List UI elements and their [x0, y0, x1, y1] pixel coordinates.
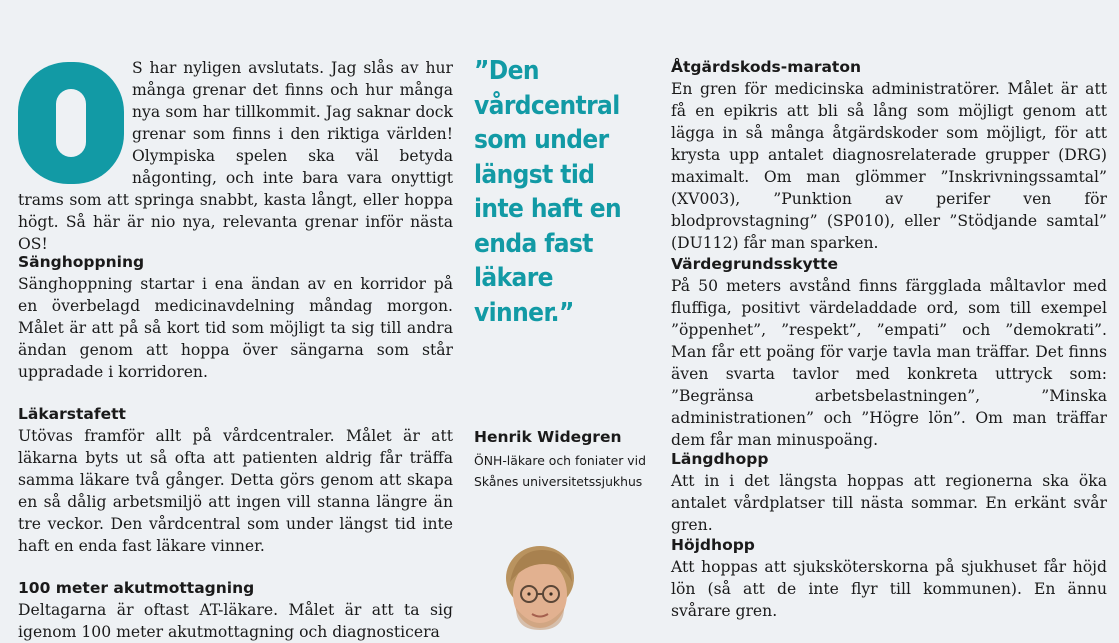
- section-text: Att in i det längsta hoppas att regionerna ska öka antalet vårdplatser till nästa sommar. En erkänt svår gren.: [671, 472, 1107, 534]
- drop-cap-counter: [56, 89, 86, 157]
- author-role: ÖNH-läkare och foniater vid Skånes universitetssjukhus: [474, 453, 646, 489]
- section-vardegrundsskytte: [671, 253, 1107, 451]
- section-hojdhopp: [671, 534, 1107, 622]
- section-text: En gren för medicinska administratörer. Målet är att få en epikris att bli så lång som möjligt genom att lägga in så många åtgärdskoder som möjligt, för att krysta upp antalet diagnosrelaterade grupper (DRG) maximalt. Om man glömmer ”Inskrivningssamtal” (XV003), ”Punktion av perifer ven för blodprovstagning” (SP010), eller ”Stödjande samtal” (DU112) får man sparken.: [671, 80, 1107, 252]
- section-lakarstafett: [18, 403, 453, 557]
- author-name: Henrik Widegren: [474, 428, 622, 446]
- section-heading: Sänghoppning: [18, 253, 145, 271]
- section-text: Utövas framför allt på vårdcentraler. Målet är att läkarna byts ut så ofta att patienten aldrig får träffa samma läkare två gånger. Detta görs genom att skapa en så dålig arbetsmiljö att ingen vill stanna längre än tre veckor. Den vårdcentral som under längst tid inte haft en enda fast läkare vinner.: [18, 427, 453, 555]
- section-100-meter-akutmottagning: [18, 577, 453, 643]
- section-heading: Värdegrundsskytte: [671, 255, 838, 273]
- section-sanghoppning: [18, 251, 453, 383]
- section-heading: Längdhopp: [671, 450, 769, 468]
- section-text: Deltagarna är oftast AT-läkare. Målet är att ta sig igenom 100 meter akutmottagning och diagnosticera: [18, 601, 453, 641]
- intro-paragraph-block: [18, 57, 453, 255]
- section-text: Att hoppas att sjuksköterskorna på sjukhuset får höjd lön (så att de inte flyr till kommunen). En ännu svårare gren.: [671, 558, 1107, 620]
- section-heading: Åtgärdskods-maraton: [671, 58, 862, 76]
- section-text: Sänghoppning startar i ena ändan av en korridor på en överbelagd medicinavdelning måndag morgon. Målet är att på så kort tid som möjligt ta sig till andra ändan genom att hoppa över sängarna som står uppradade i korridoren.: [18, 275, 453, 381]
- section-text: På 50 meters avstånd finns färgglada måltavlor med fluffiga, positivt värdeladdade ord, som till exempel ”öppenhet”, ”respekt”, ”empati” och ”demokrati”. Man får ett poäng för varje tavla man träffar. Det finns även svarta tavlor med konkreta uttryck som: ”Begränsa arbetsbelastningen”, ”Minska administrationen” och ”Högre lön”. Om man träffar dem får man minuspoäng.: [671, 277, 1107, 449]
- section-heading: Höjdhopp: [671, 536, 755, 554]
- section-atgardskods-maraton: [671, 56, 1107, 254]
- section-heading: Läkarstafett: [18, 405, 126, 423]
- pull-quote: ”Den vårdcentral som under längst tid inte haft en enda fast läkare vinner.”: [474, 56, 622, 328]
- drop-cap: [18, 62, 124, 184]
- drop-cap-letter: [18, 62, 19, 63]
- author-portrait: [494, 542, 594, 630]
- section-heading: 100 meter akutmottagning: [18, 579, 255, 597]
- section-langdhopp: [671, 448, 1107, 536]
- intro-text: S har nyligen avslutats. Jag slås av hur många grenar det finns och hur många nya som har tillkommit. Jag saknar dock grenar som finns i den riktiga världen! Olympiska spelen ska väl betyda någonting, och inte bara vara onyttigt trams som att springa snabbt, kasta långt, eller hoppa högt. Så här är nio nya, relevanta grenar inför nästa OS!: [18, 59, 453, 253]
